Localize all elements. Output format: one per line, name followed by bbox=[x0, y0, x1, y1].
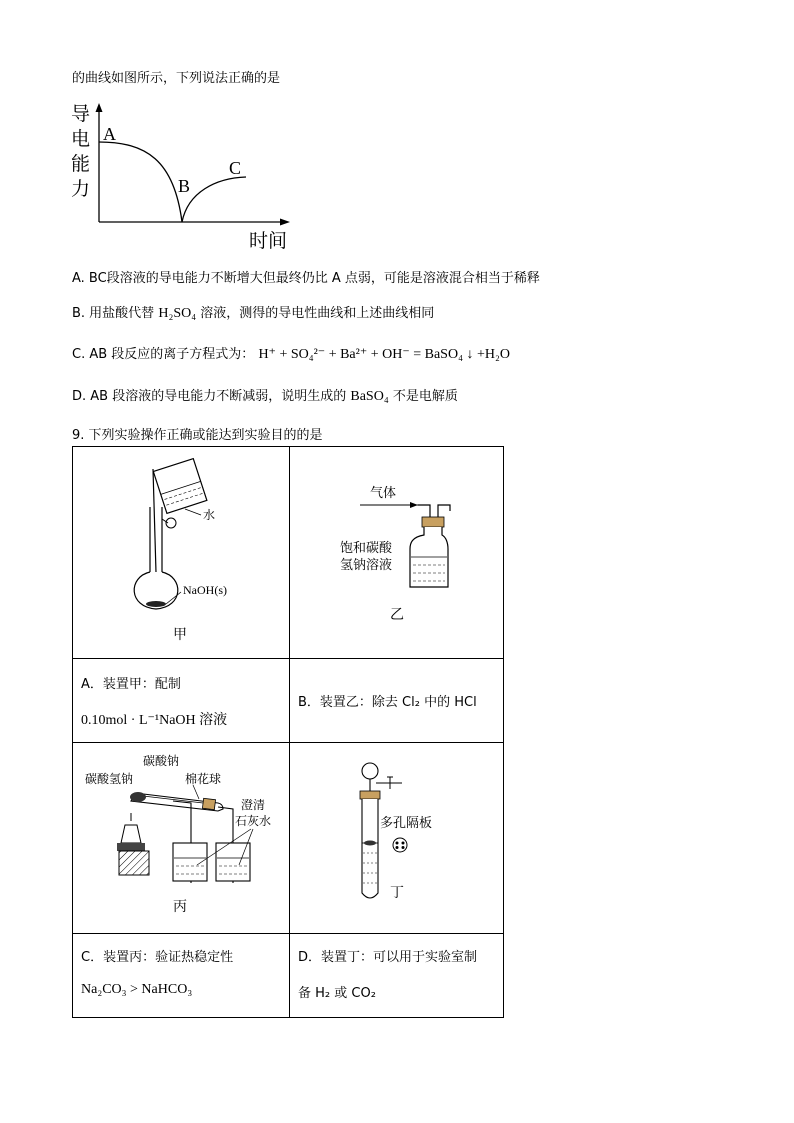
y-label-2: 电 bbox=[71, 128, 91, 150]
opt-d-line1: D．装置丁：可以用于实验室制 bbox=[298, 950, 478, 965]
label-naoh: NaOH(s) bbox=[183, 583, 227, 597]
option-c bbox=[72, 343, 510, 363]
option-bing bbox=[73, 934, 290, 1018]
y-label-4: 力 bbox=[71, 178, 91, 200]
label-na2co3: 碳酸钠 bbox=[143, 754, 180, 768]
intro-text: 的曲线如图所示，下列说法正确的是 bbox=[72, 71, 281, 86]
caption-jia: 甲 bbox=[173, 627, 187, 643]
caption-ding: 丁 bbox=[390, 885, 404, 901]
cell-ding bbox=[290, 743, 504, 934]
label-sol2: 氢钠溶液 bbox=[340, 558, 393, 573]
label-water: 水 bbox=[203, 508, 216, 522]
option-d-formula: BaSO₄ bbox=[350, 389, 389, 404]
opt-c-line1: C．装置丙：验证热稳定性 bbox=[81, 950, 234, 965]
cell-bing bbox=[73, 743, 290, 934]
option-b-post: 溶液，测得的导电性曲线和上述曲线相同 bbox=[200, 306, 435, 321]
ionic-equation: H⁺ + SO₄²⁻ + Ba²⁺ + OH⁻ = BaSO₄ ↓ +H₂O bbox=[258, 347, 510, 362]
thermal-stability-illustration bbox=[73, 743, 289, 929]
y-label-1: 导 bbox=[71, 103, 91, 125]
option-b-formula: H₂SO₄ bbox=[158, 306, 197, 321]
opt-c-line2: Na₂CO₃ > NaHCO₃ bbox=[81, 982, 193, 997]
simple-kipp-illustration bbox=[290, 743, 503, 929]
caption-yi: 乙 bbox=[390, 607, 404, 623]
label-sol1: 饱和碳酸 bbox=[340, 541, 393, 556]
option-b-pre: B. 用盐酸代替 bbox=[72, 306, 155, 321]
option-d-pre: D. AB 段溶液的导电能力不断减弱，说明生成的 bbox=[72, 389, 347, 404]
opt-a-line2: 0.10mol · L⁻¹NaOH 溶液 bbox=[81, 713, 228, 728]
label-nahco3: 碳酸氢钠 bbox=[85, 772, 134, 786]
point-c: C bbox=[229, 158, 242, 178]
caption-bing: 丙 bbox=[173, 899, 187, 915]
opt-d-line2: 备 H₂ 或 CO₂ bbox=[298, 986, 376, 1001]
label-lime1: 澄清 bbox=[241, 798, 266, 812]
option-a: A. BC段溶液的导电能力不断增大但最终仍比 A 点弱，可能是溶液混合相当于稀释 bbox=[72, 271, 540, 286]
option-b bbox=[72, 302, 434, 322]
label-cotton: 棉花球 bbox=[185, 772, 222, 786]
opt-a-line1: A．装置甲：配制 bbox=[81, 677, 181, 692]
option-c-pre: C. AB 段反应的离子方程式为： bbox=[72, 347, 255, 362]
option-jia bbox=[73, 659, 290, 743]
point-b: B bbox=[178, 176, 191, 196]
option-d bbox=[72, 385, 458, 405]
point-a: A bbox=[103, 124, 116, 144]
option-d-post: 不是电解质 bbox=[392, 389, 458, 404]
label-gas: 气体 bbox=[370, 486, 397, 501]
conductivity-graph bbox=[66, 100, 306, 255]
label-lime2: 石灰水 bbox=[235, 814, 272, 828]
y-label-3: 能 bbox=[71, 153, 91, 175]
q9-apparatus-table bbox=[72, 446, 504, 1018]
gas-washing-bottle-illustration bbox=[290, 447, 503, 654]
option-ding bbox=[290, 934, 504, 1018]
opt-b-line: B．装置乙：除去 Cl₂ 中的 HCl bbox=[298, 695, 477, 710]
q9-stem: 9. 下列实验操作正确或能达到实验目的的是 bbox=[72, 428, 323, 443]
label-plate: 多孔隔板 bbox=[380, 816, 433, 831]
x-label: 时间 bbox=[249, 230, 288, 252]
option-yi bbox=[290, 659, 504, 743]
volumetric-flask-illustration bbox=[73, 447, 289, 654]
cell-jia bbox=[73, 447, 290, 659]
cell-yi bbox=[290, 447, 504, 659]
